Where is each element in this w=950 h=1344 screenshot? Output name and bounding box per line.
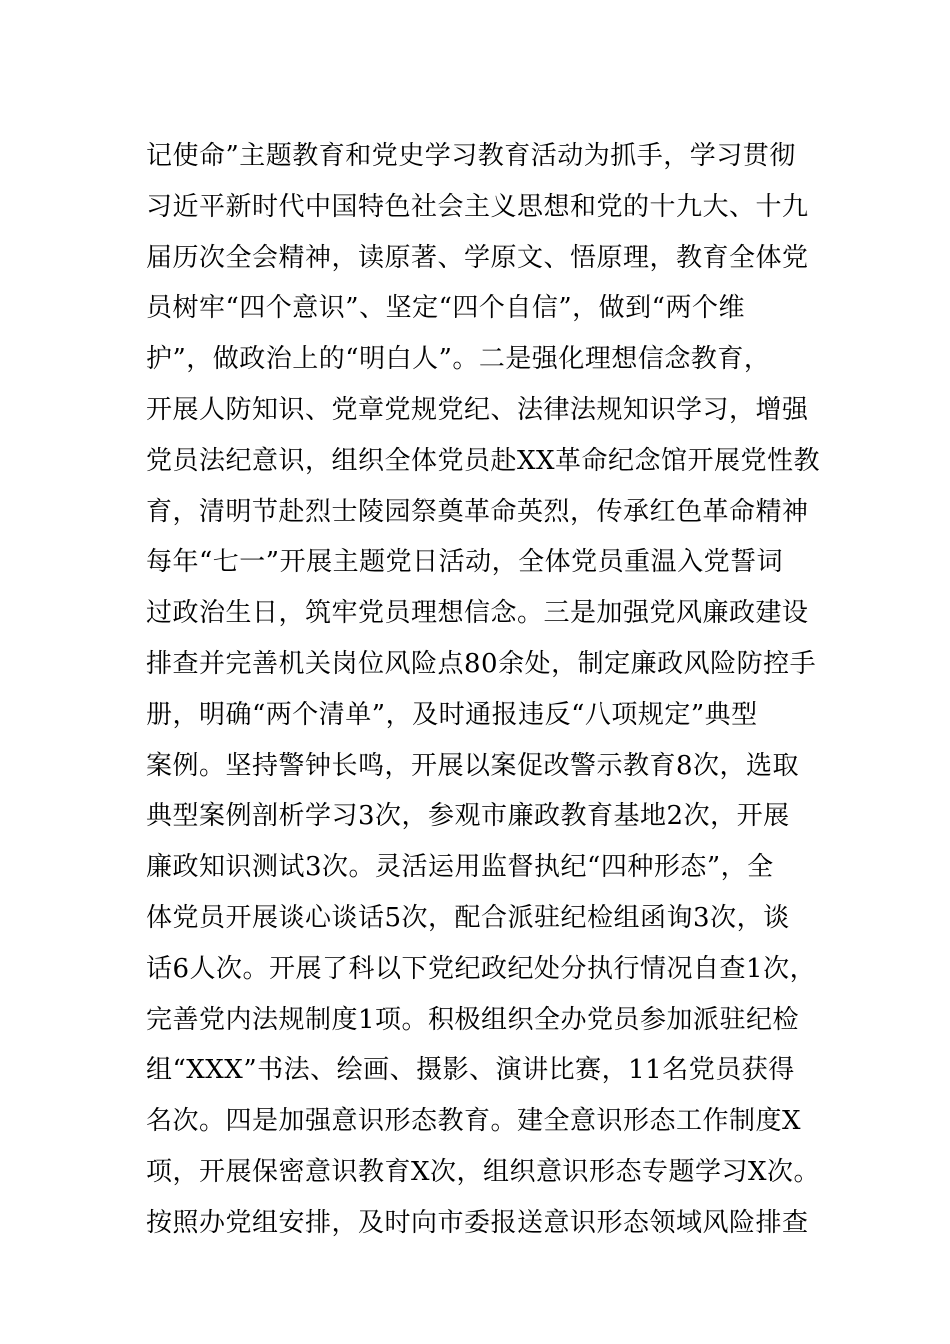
text-line: 组“XXX”书法、绘画、摄影、演讲比赛，11名党员获得 xyxy=(146,1055,795,1086)
text-line: 项，开展保密意识教育X次，组织意识形态专题学习X次。 xyxy=(146,1156,821,1187)
text-line: 完善党内法规制度1项。积极组织全办党员参加派驻纪检 xyxy=(146,1004,800,1035)
text-line: 排查并完善机关岗位风险点80余处，制定廉政风险防控手 xyxy=(146,648,817,679)
text-line: 话6人次。开展了科以下党纪政纪处分执行情况自查1次， xyxy=(146,953,817,984)
text-line: 过政治生日，筑牢党员理想信念。三是加强党风廉政建设 xyxy=(146,598,809,629)
text-line: 廉政知识测试3次。灵活运用监督执纪“四种形态”，全 xyxy=(146,852,774,883)
text-line: 习近平新时代中国特色社会主义思想和党的十九大、十九 xyxy=(146,191,809,222)
text-line: 党员法纪意识，组织全体党员赴XX革命纪念馆开展党性教 xyxy=(146,445,821,476)
text-line: 开展人防知识、党章党规党纪、法律法规知识学习，增强 xyxy=(146,394,809,425)
text-line: 案例。坚持警钟长鸣，开展以案促改警示教育8次，选取 xyxy=(146,750,800,781)
text-line: 记使命”主题教育和党史学习教育活动为抓手，学习贯彻 xyxy=(146,141,796,171)
text-line: 届历次全会精神，读原著、学原文、悟原理，教育全体党 xyxy=(146,242,809,273)
text-line: 员树牢“四个意识”、坚定“四个自信”，做到“两个维 xyxy=(146,293,745,324)
text-line: 体党员开展谈心谈话5次，配合派驻纪检组函询3次，谈 xyxy=(146,902,790,933)
text-line: 典型案例剖析学习3次，参观市廉政教育基地2次，开展 xyxy=(146,801,790,832)
text-line: 护”，做政治上的“明白人”。二是强化理想信念教育， xyxy=(146,344,771,375)
text-line: 每年“七一”开展主题党日活动，全体党员重温入党誓词 xyxy=(146,547,784,578)
text-line: 册，明确“两个清单”，及时通报违反“八项规定”典型 xyxy=(146,699,758,730)
text-line: 育，清明节赴烈士陵园祭奠革命英烈，传承红色革命精神 xyxy=(146,496,809,527)
body-text xyxy=(146,131,826,1249)
text-line: 按照办党组安排，及时向市委报送意识形态领域风险排查 xyxy=(146,1207,809,1238)
text-line: 名次。四是加强意识形态教育。建全意识形态工作制度X xyxy=(146,1106,802,1137)
